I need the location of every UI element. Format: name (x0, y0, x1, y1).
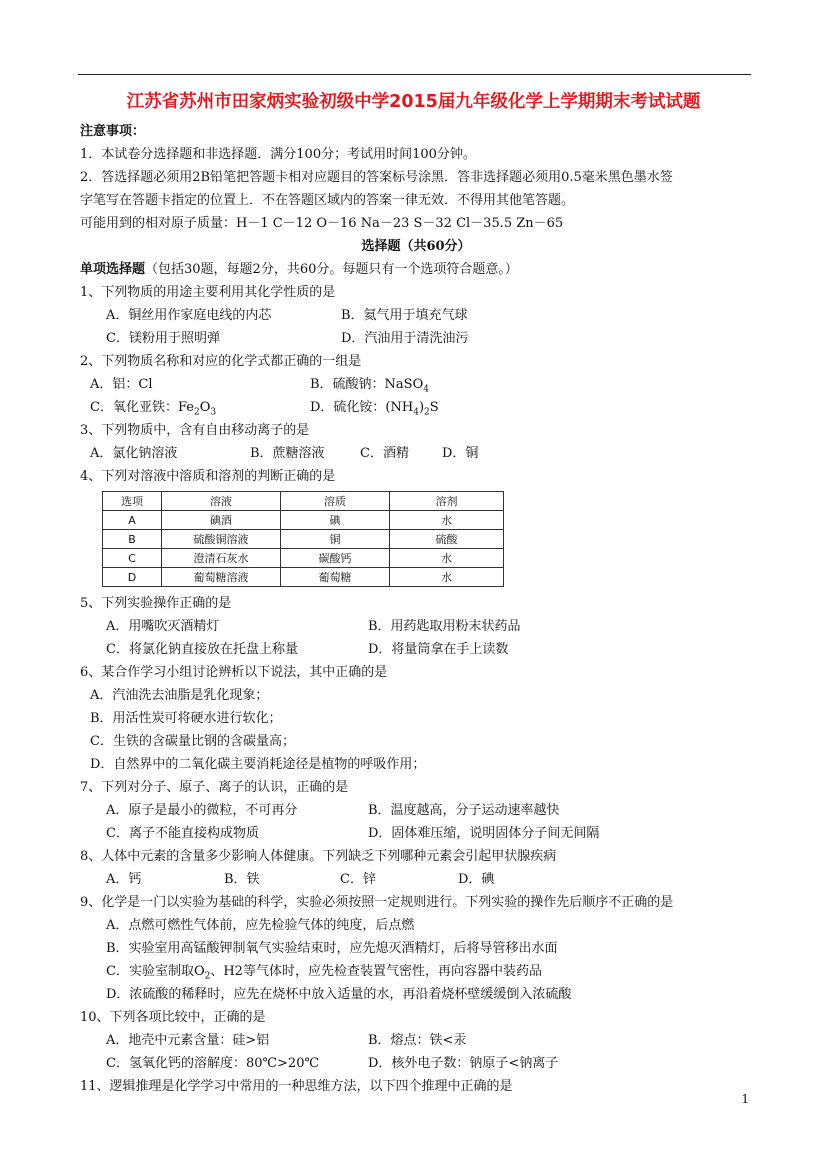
question-3-options (80, 442, 752, 465)
table-row (103, 530, 504, 549)
table-cell: 葡萄糖溶液 (162, 568, 281, 587)
instructions-text: （包括30题，每题2分，共60分。每题只有一个选项符合题意。） (145, 262, 518, 277)
question-9-option-a: A．点燃可燃性气体前，应先检验气体的纯度，后点燃 (106, 918, 415, 933)
question-9-option-c-rest: 、H2等气体时，应先检查装置气密性，再向容器中装药品 (210, 964, 542, 979)
question-10-stem: 10、下列各项比较中，正确的是 (80, 1010, 266, 1025)
table-cell: C (103, 549, 162, 568)
question-8-stem: 8、人体中元素的含量多少影响人体健康。下列缺乏下列哪种元素会引起甲状腺疾病 (80, 849, 557, 864)
question-10-option-d: D．核外电子数：钠原子<钠离子 (368, 1056, 559, 1071)
question-2-option-c (90, 396, 310, 419)
table-cell: B (103, 530, 162, 549)
question-9-option-c (80, 960, 752, 983)
table-cell: 澄清石灰水 (162, 549, 281, 568)
atomic-masses: 可能用到的相对原子质量：H－1 C－12 O－16 Na－23 S－32 Cl－35.5 Zn－65 (80, 216, 564, 231)
table-cell: A (103, 511, 162, 530)
question-8-option-a: A．钙 (106, 872, 142, 887)
question-1-option-a: A．铜丝用作家庭电线的内芯 (106, 308, 272, 323)
question-2-option-a: A．铝：Cl (90, 377, 153, 392)
table-header-row (103, 492, 504, 511)
table-cell: 碳酸钙 (281, 549, 390, 568)
table-cell: 水 (390, 568, 504, 587)
table-cell: 铜 (281, 530, 390, 549)
table-header-cell: 溶剂 (390, 492, 504, 511)
table-cell: 硫酸 (390, 530, 504, 549)
question-6-option-c: C．生铁的含碳量比钢的含碳量高； (90, 734, 295, 749)
instructions-label: 单项选择题 (80, 262, 146, 277)
question-7-option-d: D．固体难压缩，说明固体分子间无间隔 (368, 826, 600, 841)
question-10-options-row-1 (80, 1029, 752, 1052)
question-10-option-c: C．氢氧化钙的溶解度：80℃>20℃ (106, 1056, 320, 1071)
question-2-option-d-subscript-1: 4 (413, 407, 419, 418)
question-9-option-b: B．实验室用高锰酸钾制氧气实验结束时，应先熄灭酒精灯，后将导管移出水面 (106, 941, 558, 956)
question-6-option-a: A．汽油洗去油脂是乳化现象； (90, 688, 269, 703)
table-cell: 硫酸铜溶液 (162, 530, 281, 549)
question-5-option-d: D．将量筒拿在手上读数 (368, 642, 509, 657)
table-header-cell: 溶质 (281, 492, 390, 511)
question-5-options-row-2 (80, 638, 752, 661)
table-row (103, 568, 504, 587)
question-2-option-c-subscript-1: 2 (193, 407, 200, 418)
question-8-options (80, 868, 752, 891)
note-line-3: 字笔写在答题卡指定的位置上．不在答题区域内的答案一律无效．不得用其他笔答题。 (80, 193, 575, 208)
question-3-option-a: A．氯化钠溶液 (90, 446, 178, 461)
question-1-option-b: B．氦气用于填充气球 (341, 308, 468, 323)
question-2-option-c-subscript-2: 3 (210, 407, 217, 418)
question-7-option-b: B．温度越高，分子运动速率越快 (368, 803, 560, 818)
question-2-option-b-subscript: 4 (423, 384, 429, 395)
question-3-option-d: D．铜 (442, 446, 479, 461)
table-header-cell: 选项 (103, 492, 162, 511)
question-7-option-a: A．原子是最小的微粒，不可再分 (106, 803, 298, 818)
question-2-stem: 2、下列物质名称和对应的化学式都正确的一组是 (80, 354, 362, 369)
exam-body (80, 120, 752, 1098)
question-3-option-c: C．酒精 (360, 446, 409, 461)
question-2-option-c-text: C．氧化亚铁：Fe (90, 400, 194, 415)
question-8-option-c: C．锌 (340, 872, 376, 887)
header-rule (78, 74, 751, 75)
question-5-option-b: B．用药匙取用粉末状药品 (368, 619, 521, 634)
question-5-options-row-1 (80, 615, 752, 638)
question-7-option-c: C．离子不能直接构成物质 (106, 826, 259, 841)
table-cell: 水 (390, 549, 504, 568)
question-1-option-d: D．汽油用于清洗油污 (341, 331, 469, 346)
question-1-options-row-1 (80, 304, 752, 327)
table-cell: D (103, 568, 162, 587)
question-7-options-row-1 (80, 799, 752, 822)
question-3-stem: 3、下列物质中，含有自由移动离子的是 (80, 423, 310, 438)
question-2-option-b (310, 373, 429, 396)
question-2-option-d-subscript-2: 2 (424, 407, 430, 418)
question-10-option-b: B．熔点：铁<汞 (368, 1033, 467, 1048)
question-1-options-row-2 (80, 327, 752, 350)
table-cell: 碘 (281, 511, 390, 530)
question-6-stem: 6、某合作学习小组讨论辨析以下说法，其中正确的是 (80, 665, 388, 680)
question-10-option-a: A．地壳中元素含量：硅>铝 (106, 1033, 270, 1048)
question-10-options-row-2 (80, 1052, 752, 1075)
question-1-stem: 1、下列物质的用途主要利用其化学性质的是 (80, 285, 336, 300)
question-9-option-c-text: C．实验室制取O (106, 964, 205, 979)
table-cell: 碘酒 (162, 511, 281, 530)
question-2-option-d-paren: ) (418, 400, 425, 415)
question-7-stem: 7、下列对分子、原子、离子的认识，正确的是 (80, 780, 349, 795)
question-11-stem: 11、逻辑推理是化学学习中常用的一种思维方法，以下四个推理中正确的是 (80, 1079, 513, 1094)
notes-heading: 注意事项： (80, 124, 146, 139)
table-row (103, 511, 504, 530)
note-line-2: 2．答选择题必须用2B铅笔把答题卡相对应题目的答案标号涂黑．答非选择题必须用0.5毫米黑色墨水签 (80, 170, 673, 185)
page-number: 1 (741, 1092, 749, 1106)
note-line-1: 1．本试卷分选择题和非选择题．满分100分；考试用时间100分钟。 (80, 147, 476, 162)
section-title: 选择题（共60分） (361, 239, 471, 254)
question-5-stem: 5、下列实验操作正确的是 (80, 596, 232, 611)
question-6-option-b: B．用活性炭可将硬水进行软化； (90, 711, 282, 726)
question-5-option-a: A．用嘴吹灭酒精灯 (106, 619, 220, 634)
question-4-table (102, 491, 504, 587)
question-8-option-b: B．铁 (224, 872, 260, 887)
question-9-stem: 9、化学是一门以实验为基础的科学，实验必须按照一定规则进行。下列实验的操作先后顺序不正确的是 (80, 895, 674, 910)
table-cell: 水 (390, 511, 504, 530)
table-header-cell: 溶液 (162, 492, 281, 511)
section-instructions (80, 258, 752, 281)
question-1-option-c: C．镁粉用于照明弹 (106, 331, 220, 346)
question-2-option-d (310, 396, 439, 419)
exam-title: 江苏省苏州市田家炳实验初级中学2015届九年级化学上学期期末考试试题 (126, 92, 701, 112)
question-2-options-row-2 (80, 396, 752, 419)
question-9-option-c-subscript: 2 (204, 971, 211, 982)
table-row (103, 549, 504, 568)
question-3-option-b: B．蔗糖溶液 (250, 446, 325, 461)
question-2-options-row-1 (80, 373, 752, 396)
table-cell: 葡萄糖 (281, 568, 390, 587)
question-2-option-d-sulfur: S (429, 400, 439, 415)
question-8-option-d: D．碘 (458, 872, 495, 887)
question-7-options-row-2 (80, 822, 752, 845)
question-2-option-c-oxygen: O (199, 400, 211, 415)
question-4-stem: 4、下列对溶液中溶质和溶剂的判断正确的是 (80, 469, 336, 484)
question-9-option-d: D．浓硫酸的稀释时，应先在烧杯中放入适量的水，再沿着烧杯壁缓缓倒入浓硫酸 (106, 987, 572, 1002)
question-6-option-d: D．自然界中的二氧化碳主要消耗途径是植物的呼吸作用； (90, 757, 426, 772)
question-2-option-d-text: D．硫化铵：(NH (310, 400, 414, 415)
question-5-option-c: C．将氯化钠直接放在托盘上称量 (106, 642, 298, 657)
question-2-option-b-text: B．硫酸钠：NaSO (310, 377, 424, 392)
